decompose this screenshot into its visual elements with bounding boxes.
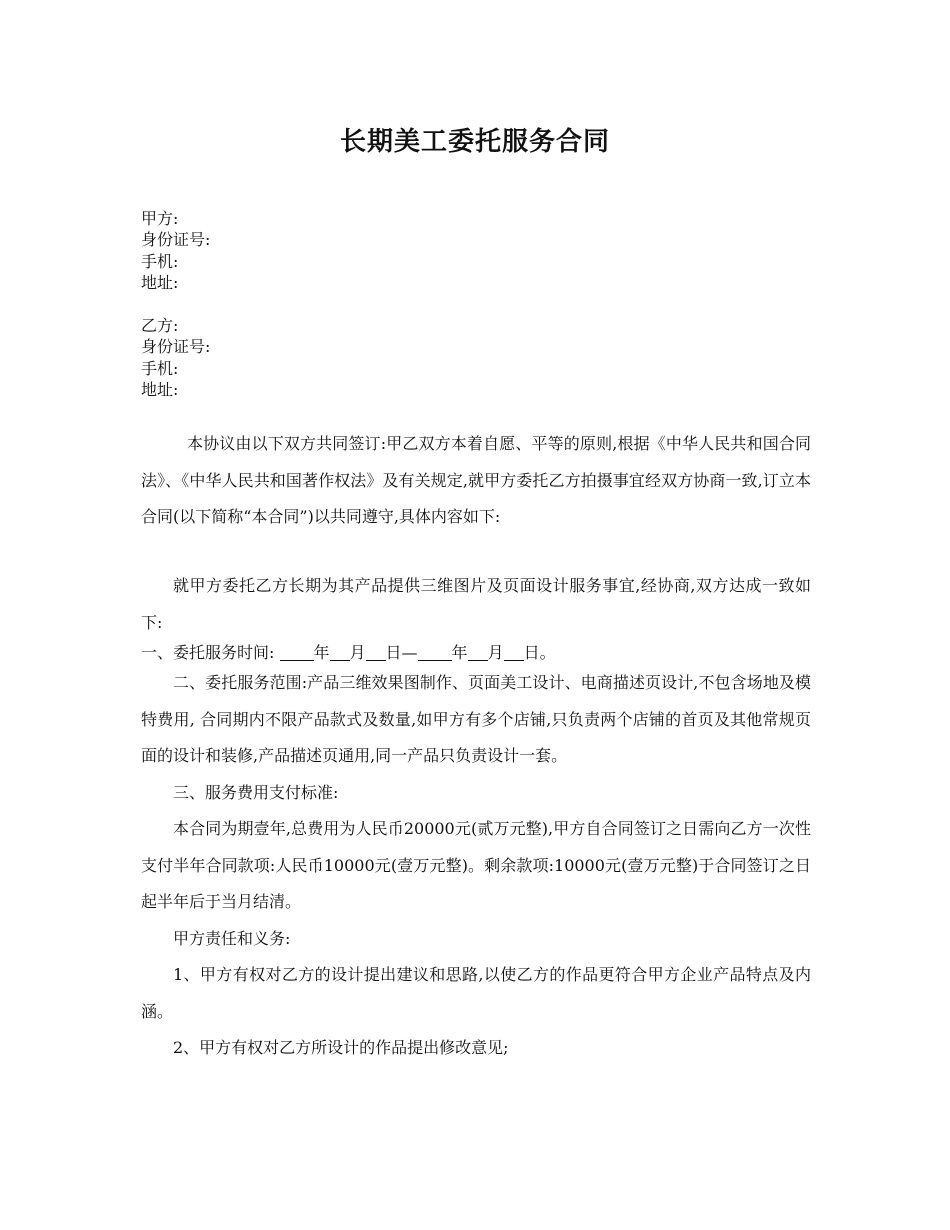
start-year-blank bbox=[280, 644, 314, 661]
party-a-address-label: 地址: bbox=[141, 272, 179, 292]
service-time-line bbox=[141, 641, 811, 665]
party-a-phone-label: 手机: bbox=[141, 251, 179, 271]
intro-section bbox=[141, 426, 811, 536]
start-month-unit: 月 bbox=[349, 643, 366, 662]
end-year-blank bbox=[418, 644, 452, 661]
end-year-unit: 年 bbox=[451, 643, 468, 662]
party-a-id-label: 身份证号: bbox=[141, 230, 211, 250]
duty-item-2: 2、甲方有权对乙方所设计的作品提出修改意见; bbox=[173, 1038, 509, 1057]
party-b-name-label: 乙方: bbox=[141, 316, 179, 335]
main-section bbox=[141, 568, 811, 1067]
party-b-phone-label: 手机: bbox=[141, 358, 179, 378]
opening-paragraph: 就甲方委托乙方长期为其产品提供三维图片及页面设计服务事宜,经协商,双方达成一致如下: bbox=[141, 576, 811, 632]
start-day-blank bbox=[366, 644, 386, 661]
start-month-blank bbox=[330, 644, 350, 661]
end-month-unit: 月 bbox=[487, 643, 504, 662]
duty-item-1: 1、甲方有权对乙方的设计提出建议和思路,以使乙方的作品更符合甲方企业产品特点及内涵。 bbox=[141, 965, 811, 1021]
start-day-unit: 日— bbox=[385, 643, 418, 662]
document-title: 长期美工委托服务合同 bbox=[339, 127, 610, 157]
intro-paragraph: 本协议由以下双方共同签订:甲乙双方本着自愿、平等的原则,根据《中华人民共和国合同法》、《中华人民共和国著作权法》及有关规定,就甲方委托乙方拍摄事宜经双方协商一致,订立本合同(以下简称“本合同”)以共同遵守,具体内容如下: bbox=[141, 434, 811, 526]
duties-heading: 甲方责任和义务: bbox=[173, 928, 291, 948]
end-day-unit: 日。 bbox=[523, 643, 556, 662]
end-month-blank bbox=[468, 644, 488, 661]
party-b-block bbox=[141, 315, 210, 400]
end-day-blank bbox=[504, 644, 524, 661]
party-b-id-label: 身份证号: bbox=[141, 337, 211, 357]
service-time-label: 一、委托服务时间: bbox=[141, 643, 275, 662]
start-year-unit: 年 bbox=[313, 643, 330, 662]
party-a-block bbox=[141, 208, 210, 293]
party-b-address-label: 地址: bbox=[141, 379, 179, 399]
fee-detail-paragraph: 本合同为期壹年,总费用为人民币20000元(贰万元整),甲方自合同签订之日需向乙方一次性支付半年合同款项:人民币10000元(壹万元整)。剩余款项:10000元(壹万元整)于合同签订之日起半年后于当月结清。 bbox=[141, 819, 811, 911]
fee-heading: 三、服务费用支付标准: bbox=[173, 782, 339, 802]
service-scope-paragraph: 二、委托服务范围:产品三维效果图制作、页面美工设计、电商描述页设计,不包含场地及模特费用, 合同期内不限产品款式及数量,如甲方有多个店铺,只负责两个店铺的首页及其他常规页面的设计和装修,产品描述页通用,同一产品只负责设计一套。 bbox=[141, 673, 811, 765]
party-a-name-label: 甲方: bbox=[141, 209, 179, 228]
